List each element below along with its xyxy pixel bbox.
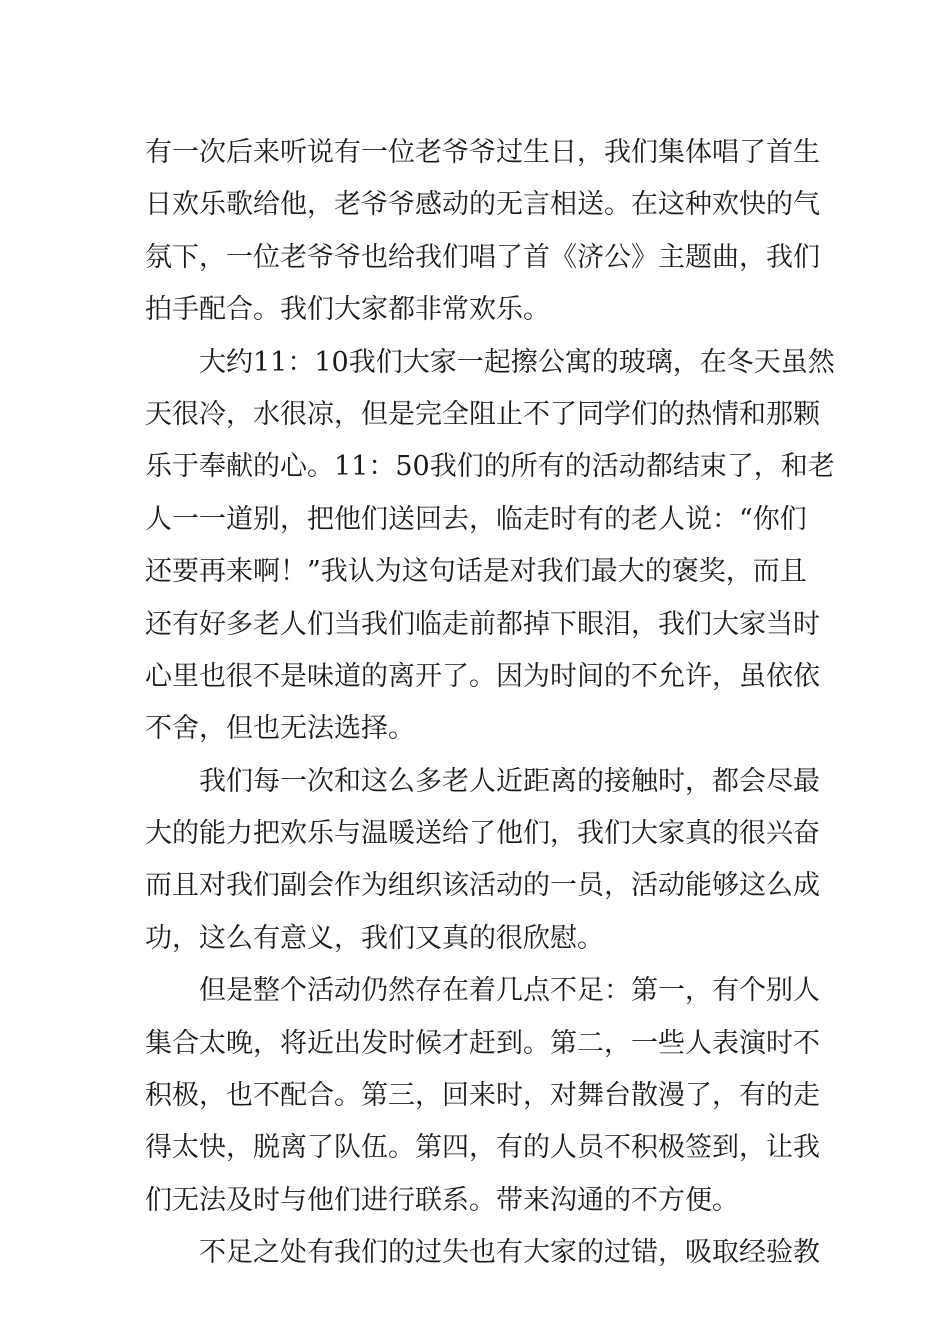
- text-line: 大的能力把欢乐与温暖送给了他们，我们大家真的很兴奋: [145, 818, 820, 850]
- text-line: 日欢乐歌给他，老爷爷感动的无言相送。在这种欢快的气: [145, 189, 820, 221]
- text-line: 乐于奉献的心。11：50我们的所有的活动都结束了，和老: [145, 451, 835, 483]
- text-line: 拍手配合。我们大家都非常欢乐。: [145, 294, 550, 326]
- text-line: 不足之处有我们的过失也有大家的过错，吸取经验教: [145, 1237, 820, 1269]
- text-line: 有一次后来听说有一位老爷爷过生日，我们集体唱了首生: [145, 137, 820, 168]
- text-line: 还要再来啊！”我认为这句话是对我们最大的褒奖，而且: [145, 556, 807, 588]
- text-line: 但是整个活动仍然存在着几点不足：第一，有个别人: [145, 975, 820, 1007]
- text-line: 而且对我们副会作为组织该活动的一员，活动能够这么成: [145, 870, 820, 902]
- text-line: 积极，也不配合。第三，回来时，对舞台散漫了，有的走: [145, 1080, 820, 1112]
- text-line: 心里也很不是味道的离开了。因为时间的不允许，虽依依: [145, 660, 820, 692]
- text-line: 们无法及时与他们进行联系。带来沟通的不方便。: [145, 1184, 739, 1216]
- body-text: [145, 127, 835, 1280]
- text-line: 我们每一次和这么多老人近距离的接触时，都会尽最: [145, 765, 820, 797]
- text-line: 还有好多老人们当我们临走前都掉下眼泪，我们大家当时: [145, 608, 820, 640]
- text-line: 氛下，一位老爷爷也给我们唱了首《济公》主题曲，我们: [145, 241, 820, 273]
- text-line: 不舍，但也无法选择。: [145, 713, 415, 745]
- text-line: 集合太晚，将近出发时候才赶到。第二，一些人表演时不: [145, 1027, 820, 1059]
- text-line: 功，这么有意义，我们又真的很欣慰。: [145, 922, 604, 954]
- text-line: 大约11：10我们大家一起擦公寓的玻璃，在冬天虽然: [145, 346, 835, 378]
- text-line: 天很冷，水很凉，但是完全阻止不了同学们的热情和那颗: [145, 398, 820, 430]
- text-line: 人一一道别，把他们送回去，临走时有的老人说：“你们: [145, 503, 807, 535]
- text-line: 得太快，脱离了队伍。第四，有的人员不积极签到，让我: [145, 1132, 820, 1164]
